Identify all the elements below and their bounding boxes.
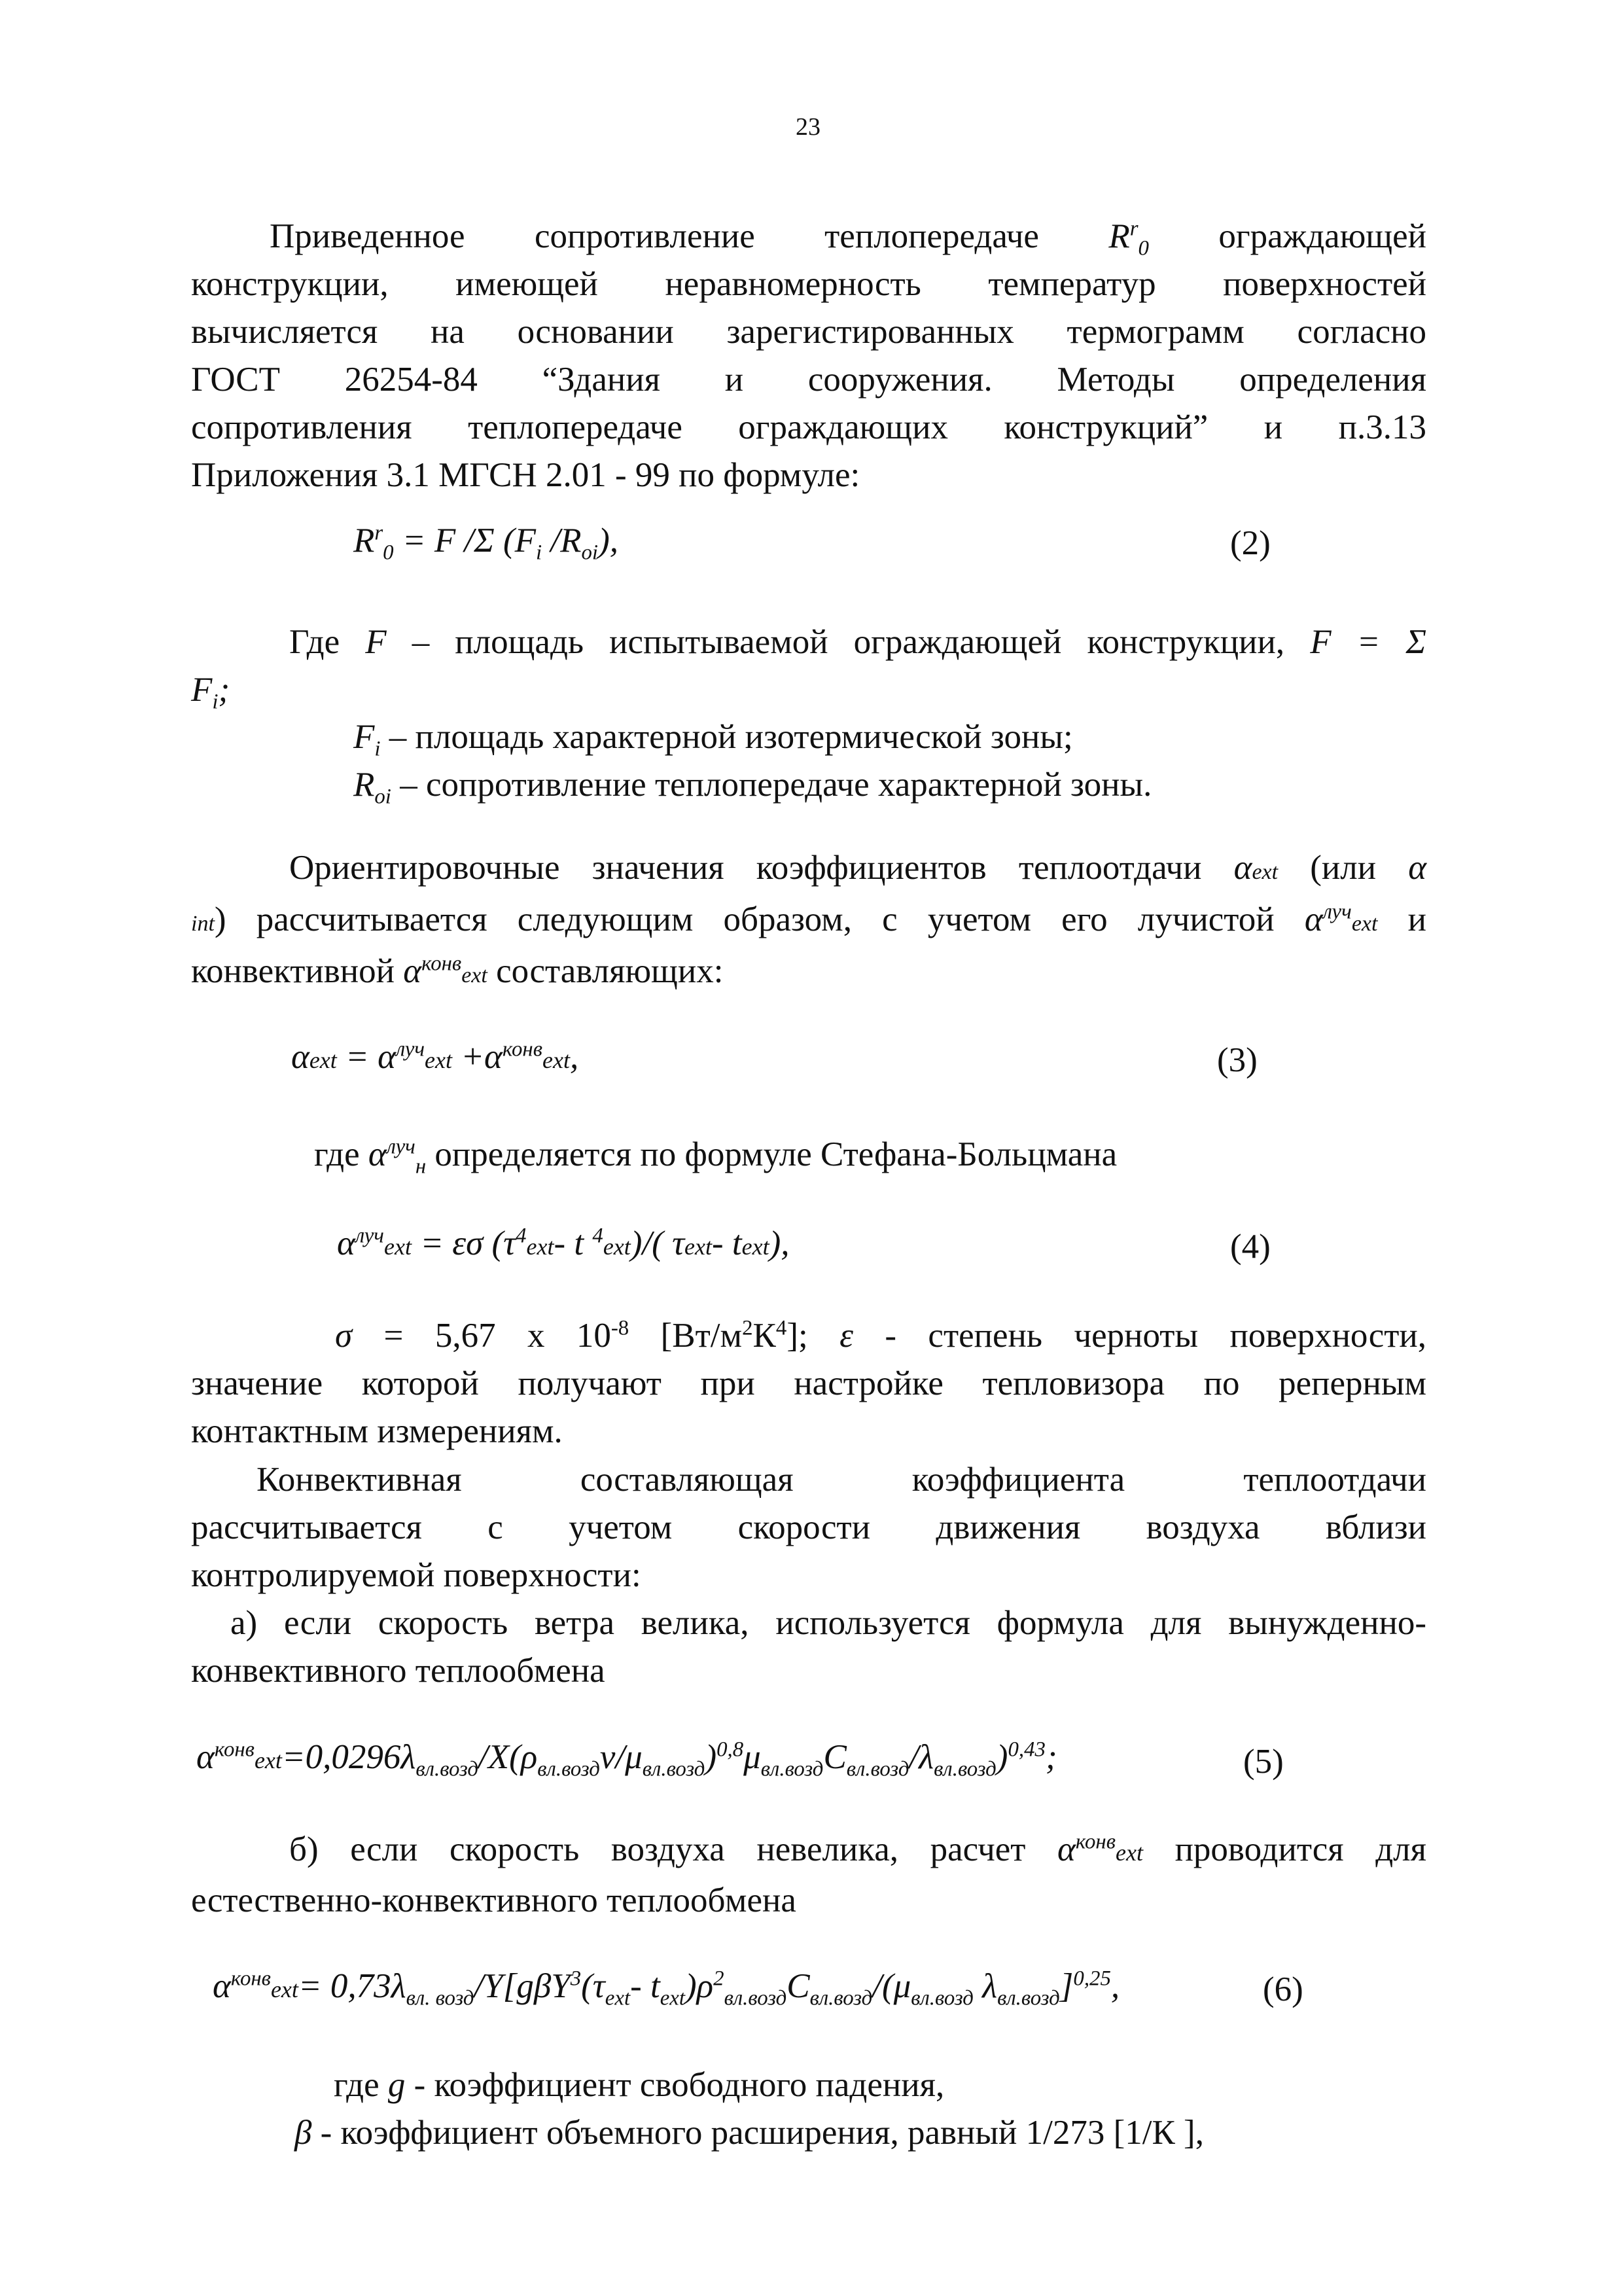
definition-F bbox=[191, 618, 1426, 714]
text-line: Ориентировочные значения коэффициентов теплоотдачи αext (или α bbox=[289, 849, 1427, 887]
text-line: конвективного теплообмена bbox=[191, 1652, 605, 1690]
text-line: где g - коэффициент свободного падения, bbox=[334, 2066, 945, 2104]
paragraph-natural-convection bbox=[191, 1826, 1426, 1925]
text-span: Приведенное сопротивление теплопередаче bbox=[270, 217, 1039, 255]
text-line: вычисляется на основании зарегистированных термограмм согласно bbox=[191, 313, 1426, 351]
formula-2: $R^r_0 = F$ /Σ ($F_i$ $/R_{oi}$), bbox=[353, 521, 618, 565]
paragraph-resistance bbox=[191, 213, 1426, 499]
equation-number-4: (4) bbox=[1230, 1228, 1271, 1266]
definition-g-beta bbox=[294, 2061, 1413, 2157]
text-line: $F_i$; bbox=[191, 671, 230, 714]
page-number: 23 bbox=[796, 113, 821, 141]
formula-6: $\alpha^{конв}ext= 0,73\lambda_{вл. возд}/Y[g\beta Y^3(\tau_{ext}-$ $t_{ext})\rho^2_{вл.возд}C_{вл.возд}/(\mu_{вл.возд}$ $\lambda_{вл.возд}]^{0,25}$, bbox=[213, 1966, 1120, 2010]
text-line: сопротивления теплопередаче ограждающих конструкций” и п.3.13 bbox=[191, 408, 1426, 446]
text-line: σ = 5,67 x $10^{-8}$ $[Вт/м^2К^4]$; ε - степень черноты поверхности, bbox=[335, 1316, 1427, 1355]
text-line bbox=[191, 213, 1426, 260]
definition-Fi bbox=[353, 713, 1400, 809]
paragraph-heat-transfer bbox=[191, 844, 1426, 999]
text-line: $R_{oi}$ – сопротивление теплопередаче характерной зоны. bbox=[353, 766, 1152, 809]
text-line: Конвективная составляющая коэффициента теплоотдачи bbox=[256, 1461, 1426, 1499]
formula-5: $\alpha^{конв}ext=0,0296\lambda_{вл.возд}/X(\rho_{вл.возд}v/\mu_{вл.возд})^{0,8}\mu_{вл.возд}C_{вл.возд}/\lambda_{вл.возд})^{0,43}$; bbox=[196, 1737, 1057, 1781]
text-line: конвективной $\alpha^{конв}ext$ составляющих: bbox=[191, 952, 724, 990]
equation-number-6: (6) bbox=[1263, 1970, 1303, 2008]
formula-4: $\alpha^{луч}ext = \varepsilon\sigma$ ($\tau^4ext-$ t $^4$ext)/( τext- text), bbox=[337, 1224, 790, 1262]
equation-number-2: (2) bbox=[1230, 524, 1271, 562]
text-line: а) если скорость ветра велика, используется формула для вынужденно- bbox=[230, 1604, 1426, 1642]
formula-3: $\alpha ext = \alpha^{луч}ext +\alpha^{конв}ext$, bbox=[291, 1037, 579, 1076]
text-line: контролируемой поверхности: bbox=[191, 1556, 641, 1594]
symbol-R0: $R^r_0$ bbox=[1108, 217, 1149, 260]
text-line: где $\alpha^{луч}_н$ определяется по формуле Стефана-Больцмана bbox=[314, 1135, 1118, 1179]
text-line: Где F – площадь испытываемой ограждающей конструкции, F = Σ bbox=[289, 623, 1427, 661]
text-line: β - коэффициент объемного расширения, равный 1/273 [1/К ], bbox=[294, 2114, 1204, 2152]
text-line: контактным измерениям. bbox=[191, 1412, 563, 1450]
equation-number-5: (5) bbox=[1243, 1743, 1284, 1781]
text-line: б) если скорость воздуха невелика, расчет $\alpha^{конв}ext$ проводится для bbox=[289, 1830, 1426, 1868]
equation-number-3: (3) bbox=[1217, 1041, 1258, 1079]
text-span: ограждающей bbox=[1218, 217, 1426, 255]
text-line: ГОСТ 26254-84 “Здания и сооружения. Методы определения bbox=[191, 361, 1426, 399]
stefan-boltzmann-line bbox=[314, 1131, 1361, 1179]
paragraph-convective bbox=[191, 1456, 1426, 1695]
text-line: естественно-конвективного теплообмена bbox=[191, 1881, 796, 1919]
text-line: значение которой получают при настройке тепловизора по реперным bbox=[191, 1364, 1426, 1402]
text-line: Приложения 3.1 МГСН 2.01 - 99 по формуле: bbox=[191, 456, 860, 494]
text-line: рассчитывается с учетом скорости движения воздуха вблизи bbox=[191, 1508, 1426, 1546]
text-line: конструкции, имеющей неравномерность температур поверхностей bbox=[191, 265, 1426, 303]
paragraph-sigma bbox=[191, 1312, 1426, 1455]
text-line: $F_i$ – площадь характерной изотермической зоны; bbox=[353, 718, 1073, 761]
text-line: int) рассчитывается следующим образом, с учетом его лучистой $\alpha^{луч}ext$ и bbox=[191, 900, 1427, 938]
